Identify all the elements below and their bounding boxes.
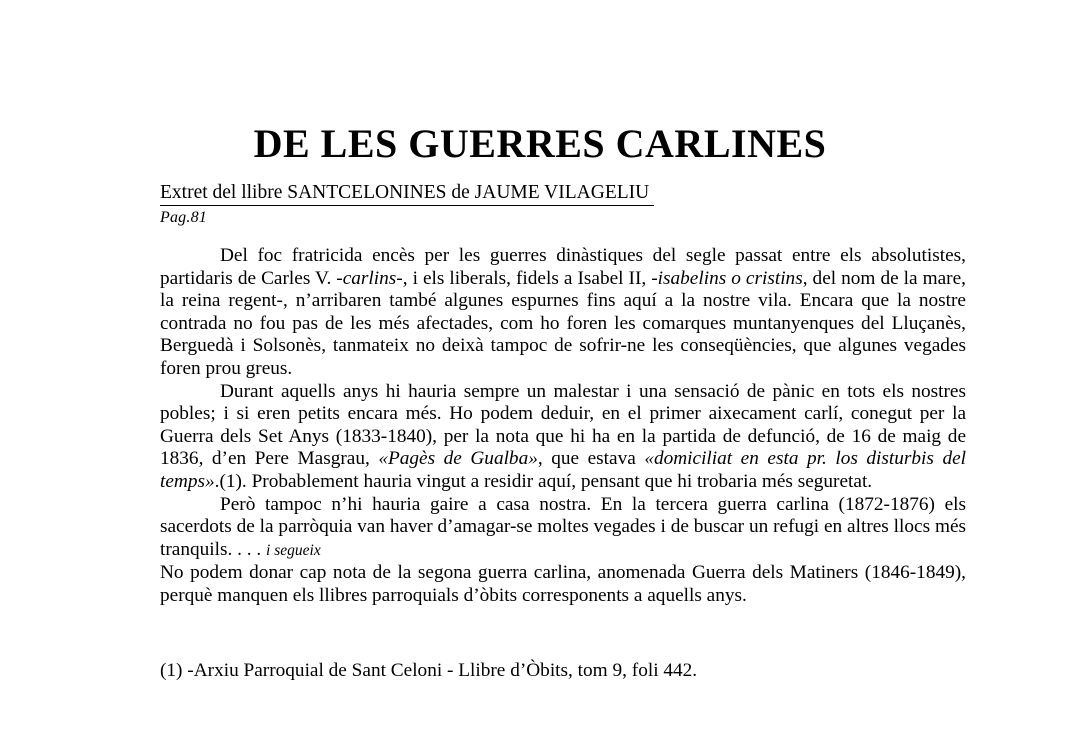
page-title: DE LES GUERRES CARLINES [253,120,827,166]
paragraph-4-text-run-0: No podem donar cap nota de la segona guerra carlina, anomenada Guerra dels Matiners (1846-1849), perquè manquen els llibres parroquials d’òbits corresponents a aquells anys. [160,562,966,606]
paragraph-3-continuation-note: i segueix [266,541,321,559]
paragraph-2-text-run-0: Durant aquells anys hi hauria sempre un malestar i una sensació de pànic en tots els nostres pobles; i si eren petits encara més. Ho podem deduir, en el primer aixecament carlí, conegut per la Guerra dels Set Anys (1833-1840), per la nota que hi ha en la partida de defunció, de 16 de maig de 1836, d’en Pere Masgrau, [160,380,966,470]
paragraph-2-text-run-4: .(1). Probablement hauria vingut a residir aquí, pensant que hi trobaria més seguretat. [214,470,873,492]
source-attribution: Extret del llibre SANTCELONINES de JAUME VILAGELIU [160,181,654,206]
document-body [160,245,966,608]
paragraph-1-text-run-4: , del nom de la mare, la reina regent-, n’arribaren també algunes espurnes fins aquí a la nostre vila. Encara que la nostre contrada no fou pas de les més afectades, com ho foren les comarques muntanyenques del Lluçanès, Berguedà i Solsonès, tanmateix no deixà tampoc de sofrir-ne les conseqüències, que algunes vegades foren prou greus. [160,267,966,379]
paragraph-1-italic-run-3: isabelins o cristins [657,267,803,289]
paragraph-2-italic-run-3: «domiciliat en esta pr. los disturbis del temps» [160,448,966,492]
paragraph-4 [160,562,966,607]
paragraph-2 [160,381,966,494]
source-header [160,181,966,228]
paragraph-1-text-run-2: -, i els liberals, fidels a Isabel II, - [396,267,658,289]
paragraph-1-text-run-0: Del foc fratricida encès per les guerres dinàstiques del segle passat entre els absolutistes, partidaris de Carles V. - [160,245,966,289]
paragraph-3-text-run-0: Però tampoc n’hi hauria gaire a casa nostra. En la tercera guerra carlina (1872-1876) els sacerdots de la parròquia van haver d’amagar-se moltes vegades i de buscar un refugi en altres llocs més tranquils. . . . [160,493,966,560]
paragraph-3 [160,494,966,563]
paragraph-2-italic-run-1: «Pagès de Gualba» [378,448,538,470]
paragraph-2-text-run-2: , que estava [537,448,645,470]
footnote-reference: (1) -Arxiu Parroquial de Sant Celoni - Llibre d’Òbits, tom 9, foli 442. [160,660,698,681]
paragraph-1 [160,245,966,381]
page-reference: Pag.81 [160,209,207,226]
paragraph-1-italic-run-1: carlins [342,267,397,289]
